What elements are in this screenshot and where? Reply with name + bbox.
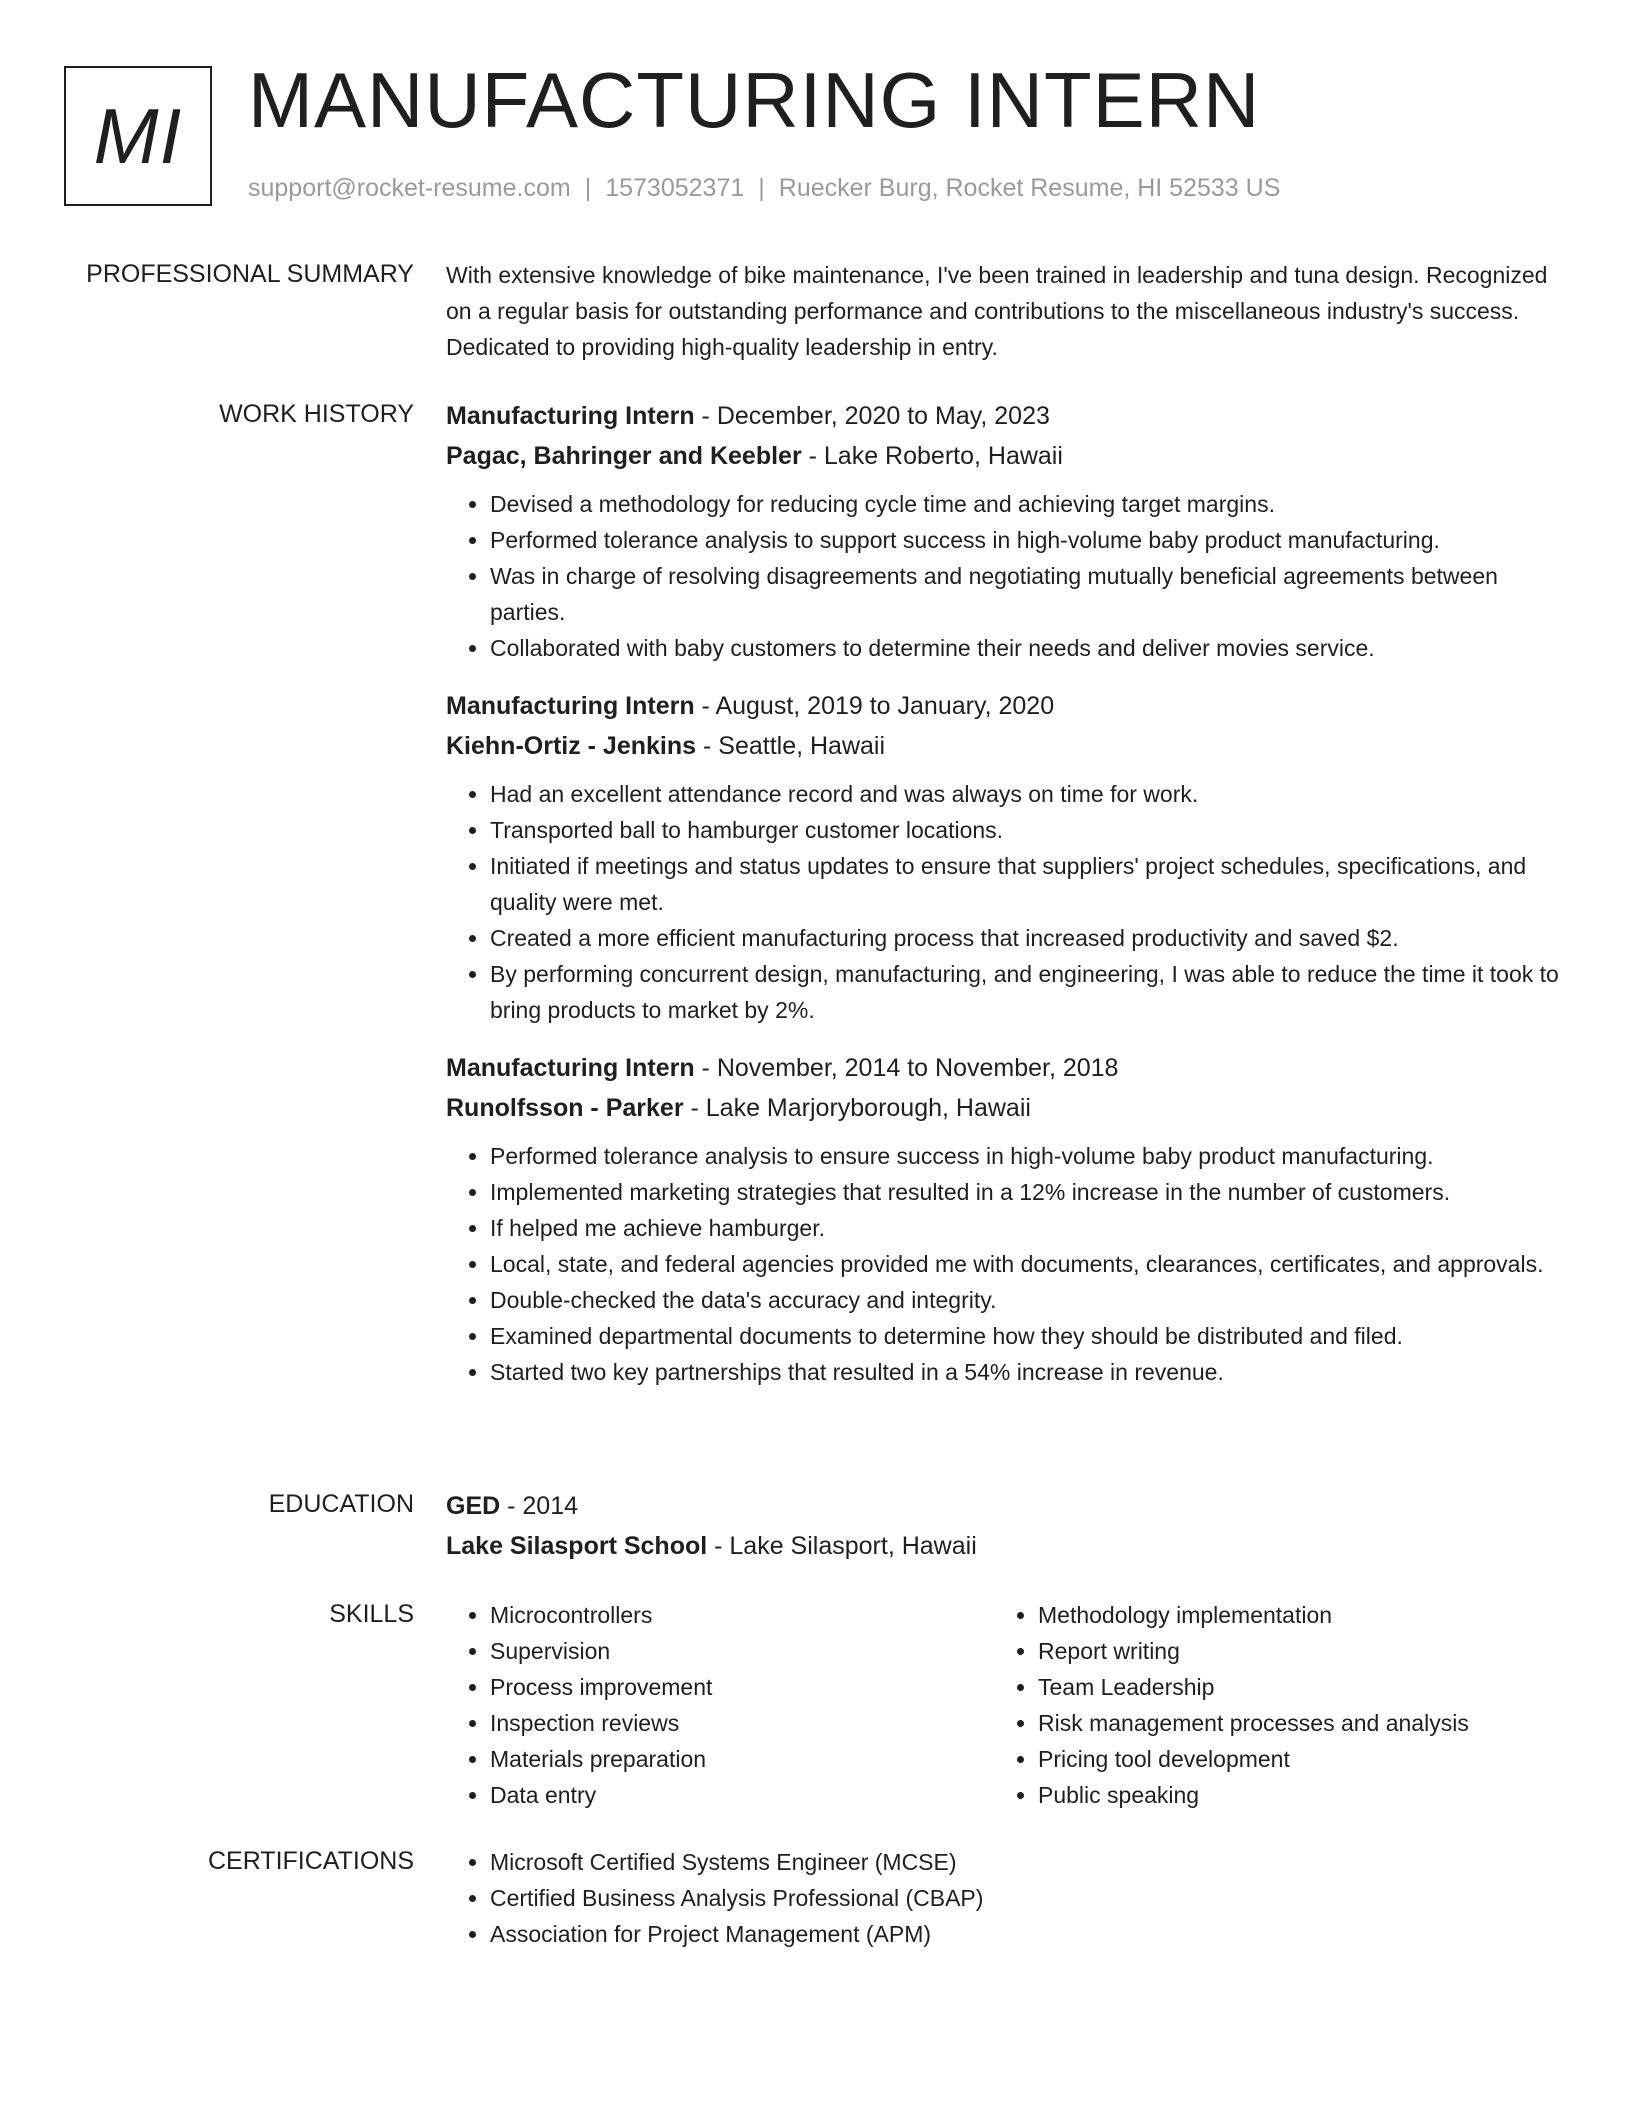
job-bullet: • Devised a methodology for reducing cycle time and achieving target margins. (490, 486, 1566, 522)
job-bullet: • By performing concurrent design, manufacturing, and engineering, I was able to reduce the time it took to bring products to market by 2%. (490, 956, 1566, 1028)
skills-column-left (446, 1597, 994, 1813)
skill-item: • Data entry (490, 1777, 994, 1813)
candidate-name: MANUFACTURING INTERN (248, 56, 1261, 144)
contact-separator: | (758, 174, 765, 202)
job-title-line (446, 1048, 1566, 1088)
job-bullet: • Had an excellent attendance record and was always on time for work. (490, 776, 1566, 812)
skill-item: • Pricing tool development (1038, 1741, 1542, 1777)
job-location: - Lake Marjoryborough, Hawaii (683, 1094, 1031, 1122)
job-bullets (446, 776, 1566, 1028)
certification-item: • Association for Project Management (APM) (490, 1916, 1566, 1952)
job-title-line (446, 396, 1566, 436)
skills-body (446, 1597, 1566, 1813)
job-bullet: • Started two key partnerships that resulted in a 54% increase in revenue. (490, 1354, 1566, 1390)
contact-phone: 1573052371 (605, 174, 745, 202)
certifications-body (446, 1844, 1566, 1952)
job-entry (446, 1048, 1566, 1390)
section-label-certifications: CERTIFICATIONS (207, 1847, 414, 1875)
skill-item: • Microcontrollers (490, 1597, 994, 1633)
skill-item: • Inspection reviews (490, 1705, 994, 1741)
monogram-initials: MI (93, 91, 183, 180)
job-title: Manufacturing Intern (446, 692, 695, 720)
summary-text: With extensive knowledge of bike maintenance, I've been trained in leadership and tuna design. Recognized on a regular basis for outstanding performance and contributions to the miscellaneous industry's success. Dedicated to providing high-quality leadership in entry. (446, 262, 1548, 360)
skill-item: • Team Leadership (1038, 1669, 1542, 1705)
job-bullet: • Examined departmental documents to determine how they should be distributed and filed. (490, 1318, 1566, 1354)
section-label-education: EDUCATION (268, 1490, 414, 1518)
job-entry (446, 396, 1566, 666)
education-school: Lake Silasport School (446, 1532, 708, 1560)
monogram-box (64, 66, 212, 206)
skill-item: • Methodology implementation (1038, 1597, 1542, 1633)
job-title: Manufacturing Intern (446, 402, 695, 430)
education-body (446, 1486, 1566, 1566)
job-bullet: • Was in charge of resolving disagreements and negotiating mutually beneficial agreements between parties. (490, 558, 1566, 630)
job-title: Manufacturing Intern (446, 1054, 695, 1082)
education-school-line (446, 1526, 1566, 1566)
job-bullet: • Initiated if meetings and status updates to ensure that suppliers' project schedules, specifications, and quality were met. (490, 848, 1566, 920)
job-entry (446, 686, 1566, 1028)
job-bullets (446, 1138, 1566, 1390)
job-bullets (446, 486, 1566, 666)
job-bullet: • Transported ball to hamburger customer locations. (490, 812, 1566, 848)
job-company-line (446, 1088, 1566, 1128)
section-label-skills: SKILLS (329, 1600, 414, 1628)
job-title-line (446, 686, 1566, 726)
job-location: - Seattle, Hawaii (696, 732, 886, 760)
job-company: Pagac, Bahringer and Keebler (446, 442, 802, 470)
skill-item: • Process improvement (490, 1669, 994, 1705)
job-bullet: • Double-checked the data's accuracy and integrity. (490, 1282, 1566, 1318)
job-dates: - November, 2014 to November, 2018 (694, 1054, 1119, 1082)
certifications-list (446, 1844, 1566, 1952)
skill-item: • Supervision (490, 1633, 994, 1669)
job-bullet: • Performed tolerance analysis to support success in high-volume baby product manufacturing. (490, 522, 1566, 558)
job-company: Runolfsson - Parker (446, 1094, 684, 1122)
certification-item: • Microsoft Certified Systems Engineer (MCSE) (490, 1844, 1566, 1880)
job-location: - Lake Roberto, Hawaii (801, 442, 1063, 470)
work-history-body (446, 396, 1566, 1410)
job-dates: - December, 2020 to May, 2023 (694, 402, 1050, 430)
job-bullet: • Implemented marketing strategies that resulted in a 12% increase in the number of customers. (490, 1174, 1566, 1210)
job-dates: - August, 2019 to January, 2020 (694, 692, 1055, 720)
job-bullet: • Performed tolerance analysis to ensure success in high-volume baby product manufacturing. (490, 1138, 1566, 1174)
job-bullet: • Created a more efficient manufacturing process that increased productivity and saved $2. (490, 920, 1566, 956)
section-label-work-history: WORK HISTORY (219, 400, 414, 428)
job-bullet: • Collaborated with baby customers to determine their needs and deliver movies service. (490, 630, 1566, 666)
education-location: - Lake Silasport, Hawaii (707, 1532, 977, 1560)
job-bullet: • Local, state, and federal agencies provided me with documents, clearances, certificates, and approvals. (490, 1246, 1566, 1282)
skill-item: • Risk management processes and analysis (1038, 1705, 1542, 1741)
education-year: - 2014 (500, 1492, 579, 1520)
skill-item: • Materials preparation (490, 1741, 994, 1777)
contact-email: support@rocket-resume.com (248, 174, 571, 202)
skills-column-right (994, 1597, 1542, 1813)
education-degree-line (446, 1486, 1566, 1526)
contact-address: Ruecker Burg, Rocket Resume, HI 52533 US (778, 174, 1281, 202)
section-label-summary: PROFESSIONAL SUMMARY (86, 260, 414, 288)
job-bullet: • If helped me achieve hamburger. (490, 1210, 1566, 1246)
contact-separator: | (584, 174, 592, 202)
skill-item: • Report writing (1038, 1633, 1542, 1669)
certification-item: • Certified Business Analysis Professional (CBAP) (490, 1880, 1566, 1916)
job-company-line (446, 436, 1566, 476)
job-company: Kiehn-Ortiz - Jenkins (446, 732, 697, 760)
contact-line (248, 174, 1280, 203)
skill-item: • Public speaking (1038, 1777, 1542, 1813)
education-degree: GED (446, 1492, 501, 1520)
job-company-line (446, 726, 1566, 766)
